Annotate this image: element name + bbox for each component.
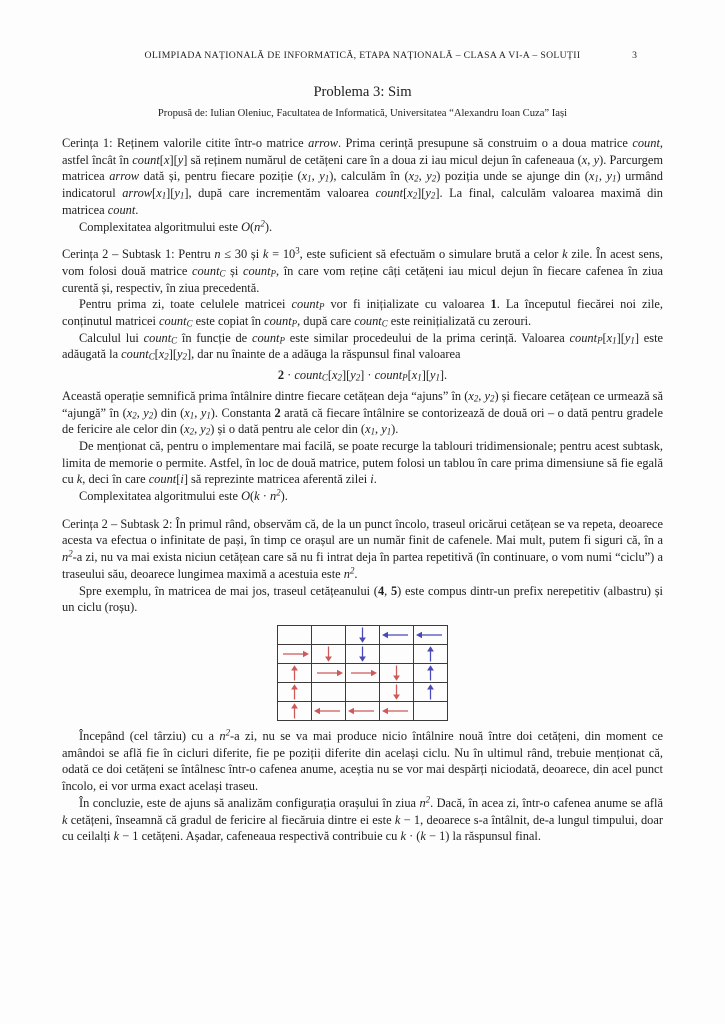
math-var: $x_1$ xyxy=(156,186,167,201)
math-var: count$_C$ xyxy=(143,330,178,346)
math-var: $y_1$ xyxy=(381,422,392,437)
grid-cell-arrow xyxy=(346,644,380,663)
grid-cell-arrow xyxy=(312,644,346,663)
arrow-up-icon xyxy=(278,664,311,682)
grid-cell-arrow xyxy=(278,644,312,663)
arrow-left-icon xyxy=(380,702,413,720)
math-var: $y_1$ xyxy=(624,330,635,346)
paragraph: În concluzie, este de ajuns să analizăm configurația orașului în ziua $n^2$. Dacă, în acea zi, într-o cafenea anume se află k cetățeni, înseamnă că gradul de fericire al fiecăruia dintre ei este k − 1, deoarece s-a întâlnit, de-a lungul timpului, doar cu ceilalți k − 1 cetățeni. Așadar, cafeneaua respectivă contribuie cu k · (k − 1) la răspunsul final. xyxy=(62,794,664,844)
math-var: count$_P$ xyxy=(251,330,285,346)
math-const: 2 xyxy=(274,405,281,420)
math-var: $y_1$ xyxy=(429,368,440,383)
arrow-up-icon xyxy=(278,683,311,701)
math-var: $y_1$ xyxy=(200,405,211,421)
grid-cell-arrow xyxy=(346,701,380,720)
trajectory-matrix-figure xyxy=(62,625,663,721)
math-var: count$_C$ xyxy=(121,347,155,363)
math-var: k xyxy=(76,472,83,487)
math-var: $x_2$ xyxy=(468,388,479,404)
math-var: x xyxy=(581,152,588,167)
math-var: $x_2$ xyxy=(158,347,169,363)
math-var: count$_P$ xyxy=(374,368,408,383)
math-var: O xyxy=(241,219,251,234)
grid-cell-empty xyxy=(380,644,414,663)
grid-cell-arrow xyxy=(278,701,312,720)
arrow-left-icon xyxy=(346,702,379,720)
math-var: count$_C$ xyxy=(354,314,388,329)
arrow-down-icon xyxy=(380,683,413,701)
paragraph: Complexitatea algoritmului este $O(n^2)$. xyxy=(79,218,273,234)
paragraph: Spre exemplu, în matricea de mai jos, traseul cetățeanului (4, 5) este compus dintr-un prefix nerepetitiv (albastru) și un ciclu (roșu). xyxy=(62,583,663,615)
math-var: count xyxy=(375,186,404,201)
math-var: $x_2$ xyxy=(408,169,419,184)
grid-cell-arrow xyxy=(278,663,312,682)
math-var: y xyxy=(177,152,184,167)
paragraph: Pentru prima zi, toate celulele matricei count$_P$ vor fi inițializate cu valoarea 1. La începutul fiecărei noi zile, conținutul matricei count$_C$ este copiat în count$_P$, după care count$_C$ este reinițializată cu zerouri. xyxy=(62,297,663,329)
math-var: count$_C$ xyxy=(159,314,193,329)
math-var: count$_C$ xyxy=(191,263,226,279)
math-var: i xyxy=(370,472,374,487)
math-var: $y_2$ xyxy=(143,405,154,421)
author-line: Propusă de: Iulian Oleniuc, Facultatea de Informatică, Universitatea “Alexandru Ioan Cuza” Iași xyxy=(157,108,568,119)
paragraph: Această operație semnifică prima întâlnire dintre fiecare cetățean deja “ajuns” în ($x_2$, $y_2$) și fiecare cetățean ce urmează să “ajungă” în ($x_2$, $y_2$) din ($x_1$, $y_1$). Constanta 2 arată că fiecare întâlnire se contorizează de două ori – o dată pentru gradele de fericire ale celor din ($x_2$, $y_2$) și o dată pentru ale celor din ($x_1$, $y_1$). xyxy=(62,388,663,437)
math-var: k xyxy=(262,247,269,262)
problem-title: Problema 3: Sim xyxy=(313,84,412,100)
arrow-down-icon xyxy=(380,664,413,682)
math-const: 1 xyxy=(490,297,497,312)
math-var: O xyxy=(241,489,251,504)
math-var: count$_P$ xyxy=(569,330,603,346)
grid-cell-arrow xyxy=(380,701,414,720)
paragraph: Complexitatea algoritmului este $O(k \cdot n^2)$. xyxy=(79,487,288,504)
math-var: count$_C$ xyxy=(294,368,328,383)
math-var: $y_2$ xyxy=(200,422,211,437)
math-var: $n^2$ xyxy=(419,794,431,810)
math-var: k xyxy=(420,829,426,844)
math-var: k xyxy=(62,812,68,827)
math-var: k xyxy=(394,812,401,827)
math-var: $x_2$ xyxy=(332,368,342,383)
arrow-up-icon xyxy=(414,664,447,682)
math-var: $x_2$ xyxy=(126,405,137,421)
math-var: count xyxy=(632,136,660,150)
grid-cell-arrow xyxy=(346,663,380,682)
math-var: count xyxy=(148,472,177,487)
math-var: $n^2$ xyxy=(270,487,281,504)
paragraph: Cerința 2 – Subtask 2: În primul rând, observăm că, de la un punct încolo, traseul oricărui cetățean se va repeta, deoarece acesta va efectua o infinitate de pași, în timp ce orașul are un număr finit de cafenele. Mai mult, putem fi siguri că, în a $n^2-a$ zi, nu va mai exista niciun cetățean care să nu fi intrat deja în partea repetitivă (în continuare, o vom numi “ciclu”) a traseului său, deoarece lungimea maximă a acestuia este $n^2$. xyxy=(62,516,663,581)
grid-row xyxy=(278,625,448,644)
math-var: $x_1$ xyxy=(411,368,422,383)
math-var: $x_1$ xyxy=(606,330,617,346)
math-var: $x_2$ xyxy=(407,186,418,201)
math-const: 5 xyxy=(390,583,398,598)
math-var: x xyxy=(163,152,170,167)
math-var: arrow xyxy=(122,186,153,201)
arrow-left-icon xyxy=(380,626,413,644)
text-block xyxy=(62,50,663,845)
math-var: count$_P$ xyxy=(291,297,325,312)
paragraph: Calculul lui count$_C$ în funcție de count$_P$ este similar procedeului de la prima cerință. Valoarea $count_P[x_1][y_1]$ este adăugată la $count_C[x_2][y_2]$, dar nu înainte de a adăuga la răspunsul final valoarea xyxy=(62,330,664,363)
math-var: $x_1$ xyxy=(301,169,312,184)
math-var: $x_1$ xyxy=(365,422,376,437)
math-var: k xyxy=(113,829,120,844)
arrow-right-icon xyxy=(346,664,379,682)
page-header xyxy=(62,50,663,61)
arrow-down-icon xyxy=(346,645,379,663)
arrow-up-icon xyxy=(414,683,447,701)
grid-cell-arrow xyxy=(414,625,448,644)
grid-cell-empty xyxy=(414,701,448,720)
grid-cell-arrow xyxy=(414,644,448,663)
arrow-down-icon xyxy=(312,645,345,663)
math-num: $10^3$ xyxy=(282,245,300,262)
grid-row xyxy=(278,701,448,720)
math-var: $y_2$ xyxy=(426,169,437,184)
grid-cell-arrow xyxy=(380,663,414,682)
arrow-down-icon xyxy=(346,626,379,644)
grid-cell-arrow xyxy=(380,682,414,701)
math-const: 2 xyxy=(277,368,285,383)
paragraph: Cerința 1: Reținem valorile citite într-o matrice arrow. Prima cerință presupune să construim o a doua matrice count, astfel încât în count[x][y] să reținem numărul de cetățeni care în a doua zi iau micul dejun în cafeneaua (x, y). Parcurgem matricea arrow dată și, pentru fiecare poziție ($x_1$, $y_1$), calculăm în ($x_2$, $y_2$) poziția unde se ajunge din ($x_1$, $y_1$) urmând indicatorul $arrow[x_1][y_1]$, după care incrementăm valoarea $count[x_2][y_2]$. La final, calculăm valoarea maximă din matricea count. xyxy=(62,136,663,217)
grid-cell-empty xyxy=(312,682,346,701)
math-var: k xyxy=(254,489,260,504)
arrow-left-icon xyxy=(312,702,345,720)
math-var: $y_2$ xyxy=(484,388,495,404)
grid-cell-arrow xyxy=(312,701,346,720)
math-var: y xyxy=(593,152,600,167)
math-var: $x_1$ xyxy=(184,405,195,421)
math-var: count$_P$ xyxy=(242,263,276,279)
math-var: $y_2$ xyxy=(425,186,436,201)
math-var: $n^2$ xyxy=(343,565,355,581)
math-var: k xyxy=(562,247,568,262)
display-equation: $2 \cdot count_C[x_2][y_2]$ · $count_P[x_1][y_1]$. xyxy=(277,368,448,383)
arrow-up-icon xyxy=(414,645,447,663)
paragraph: Cerința 2 – Subtask 1: Pentru n ≤ 30 și $k = 10^3$, este suficient să efectuăm o simulare brută a celor k zile. În acest sens, vom folosi două matrice count$_C$ și count$_P$, în care vom reține câți cetățeni iau micul dejun în fiecare cafenea în ziua curentă și, respectiv, în ziua precedentă. xyxy=(62,245,663,295)
math-var: $x_1$ xyxy=(588,169,599,184)
grid-cell-arrow xyxy=(312,663,346,682)
grid-cell-arrow xyxy=(346,625,380,644)
math-var: count xyxy=(132,152,160,167)
grid-cell-empty xyxy=(278,625,312,644)
math-var: count xyxy=(107,202,136,217)
math-var: $x_2$ xyxy=(184,422,195,437)
grid-row xyxy=(278,663,448,682)
math-var: n xyxy=(214,247,221,262)
grid-cell-empty xyxy=(346,682,380,701)
paragraph: De menționat că, pentru o implementare mai facilă, se poate recurge la tablouri tridimensionale; pentru acest subtask, limita de memorie o permite. Astfel, în loc de două matrice, putem folosi un tablou în care prima dimensiune să fie egală cu k, deci în care count[i] să reprezinte matricea aferentă zilei i. xyxy=(62,438,663,487)
math-const: 4 xyxy=(377,583,385,598)
arrow-right-icon xyxy=(312,664,345,682)
math-var: $n^2$ xyxy=(254,218,265,234)
page-number: 3 xyxy=(632,50,637,61)
grid-cell-arrow xyxy=(278,682,312,701)
running-header-text: OLIMPIADA NAȚIONALĂ DE INFORMATICĂ, ETAPA NAȚIONALĂ – CLASA A VI-A – SOLUȚII xyxy=(144,50,581,61)
math-var: $y_2$ xyxy=(177,347,187,363)
arrow-grid xyxy=(277,625,448,721)
math-var: k xyxy=(400,829,406,844)
paragraph: Începând (cel târziu) cu a $n^2-a$ zi, nu se va mai produce nicio întâlnire nouă între doi cetățeni, din moment ce amândoi se află fie în cicluri diferite, fie pe poziții diferite din același ciclu. Nu în ultimul rând, trebuie menționat că, odată ce doi cetățeni se întâlnesc într-o cafenea anume, aceștia nu se vor mai despărți niciodată, deoarece, din acel punct încolo, ei vor urma exact același traseu. xyxy=(62,727,663,794)
arrow-left-icon xyxy=(414,626,447,644)
math-var: $y_1$ xyxy=(174,186,185,201)
math-var: arrow xyxy=(308,136,338,150)
math-var: count$_P$ xyxy=(264,314,298,329)
grid-cell-arrow xyxy=(414,682,448,701)
math-var: arrow xyxy=(109,169,140,184)
arrow-up-icon xyxy=(278,702,311,720)
math-var: i xyxy=(180,472,184,487)
grid-row xyxy=(278,682,448,701)
grid-cell-empty xyxy=(312,625,346,644)
math-var: $n^2$ xyxy=(219,727,231,743)
grid-cell-arrow xyxy=(380,625,414,644)
math-var: $y_1$ xyxy=(606,169,617,184)
arrow-right-icon xyxy=(278,645,311,663)
grid-row xyxy=(278,644,448,663)
grid-cell-arrow xyxy=(414,663,448,682)
math-var: $y_2$ xyxy=(350,368,361,383)
math-var: $n^2$ xyxy=(62,548,73,565)
math-var: $y_1$ xyxy=(319,169,330,184)
document-body xyxy=(62,135,663,845)
